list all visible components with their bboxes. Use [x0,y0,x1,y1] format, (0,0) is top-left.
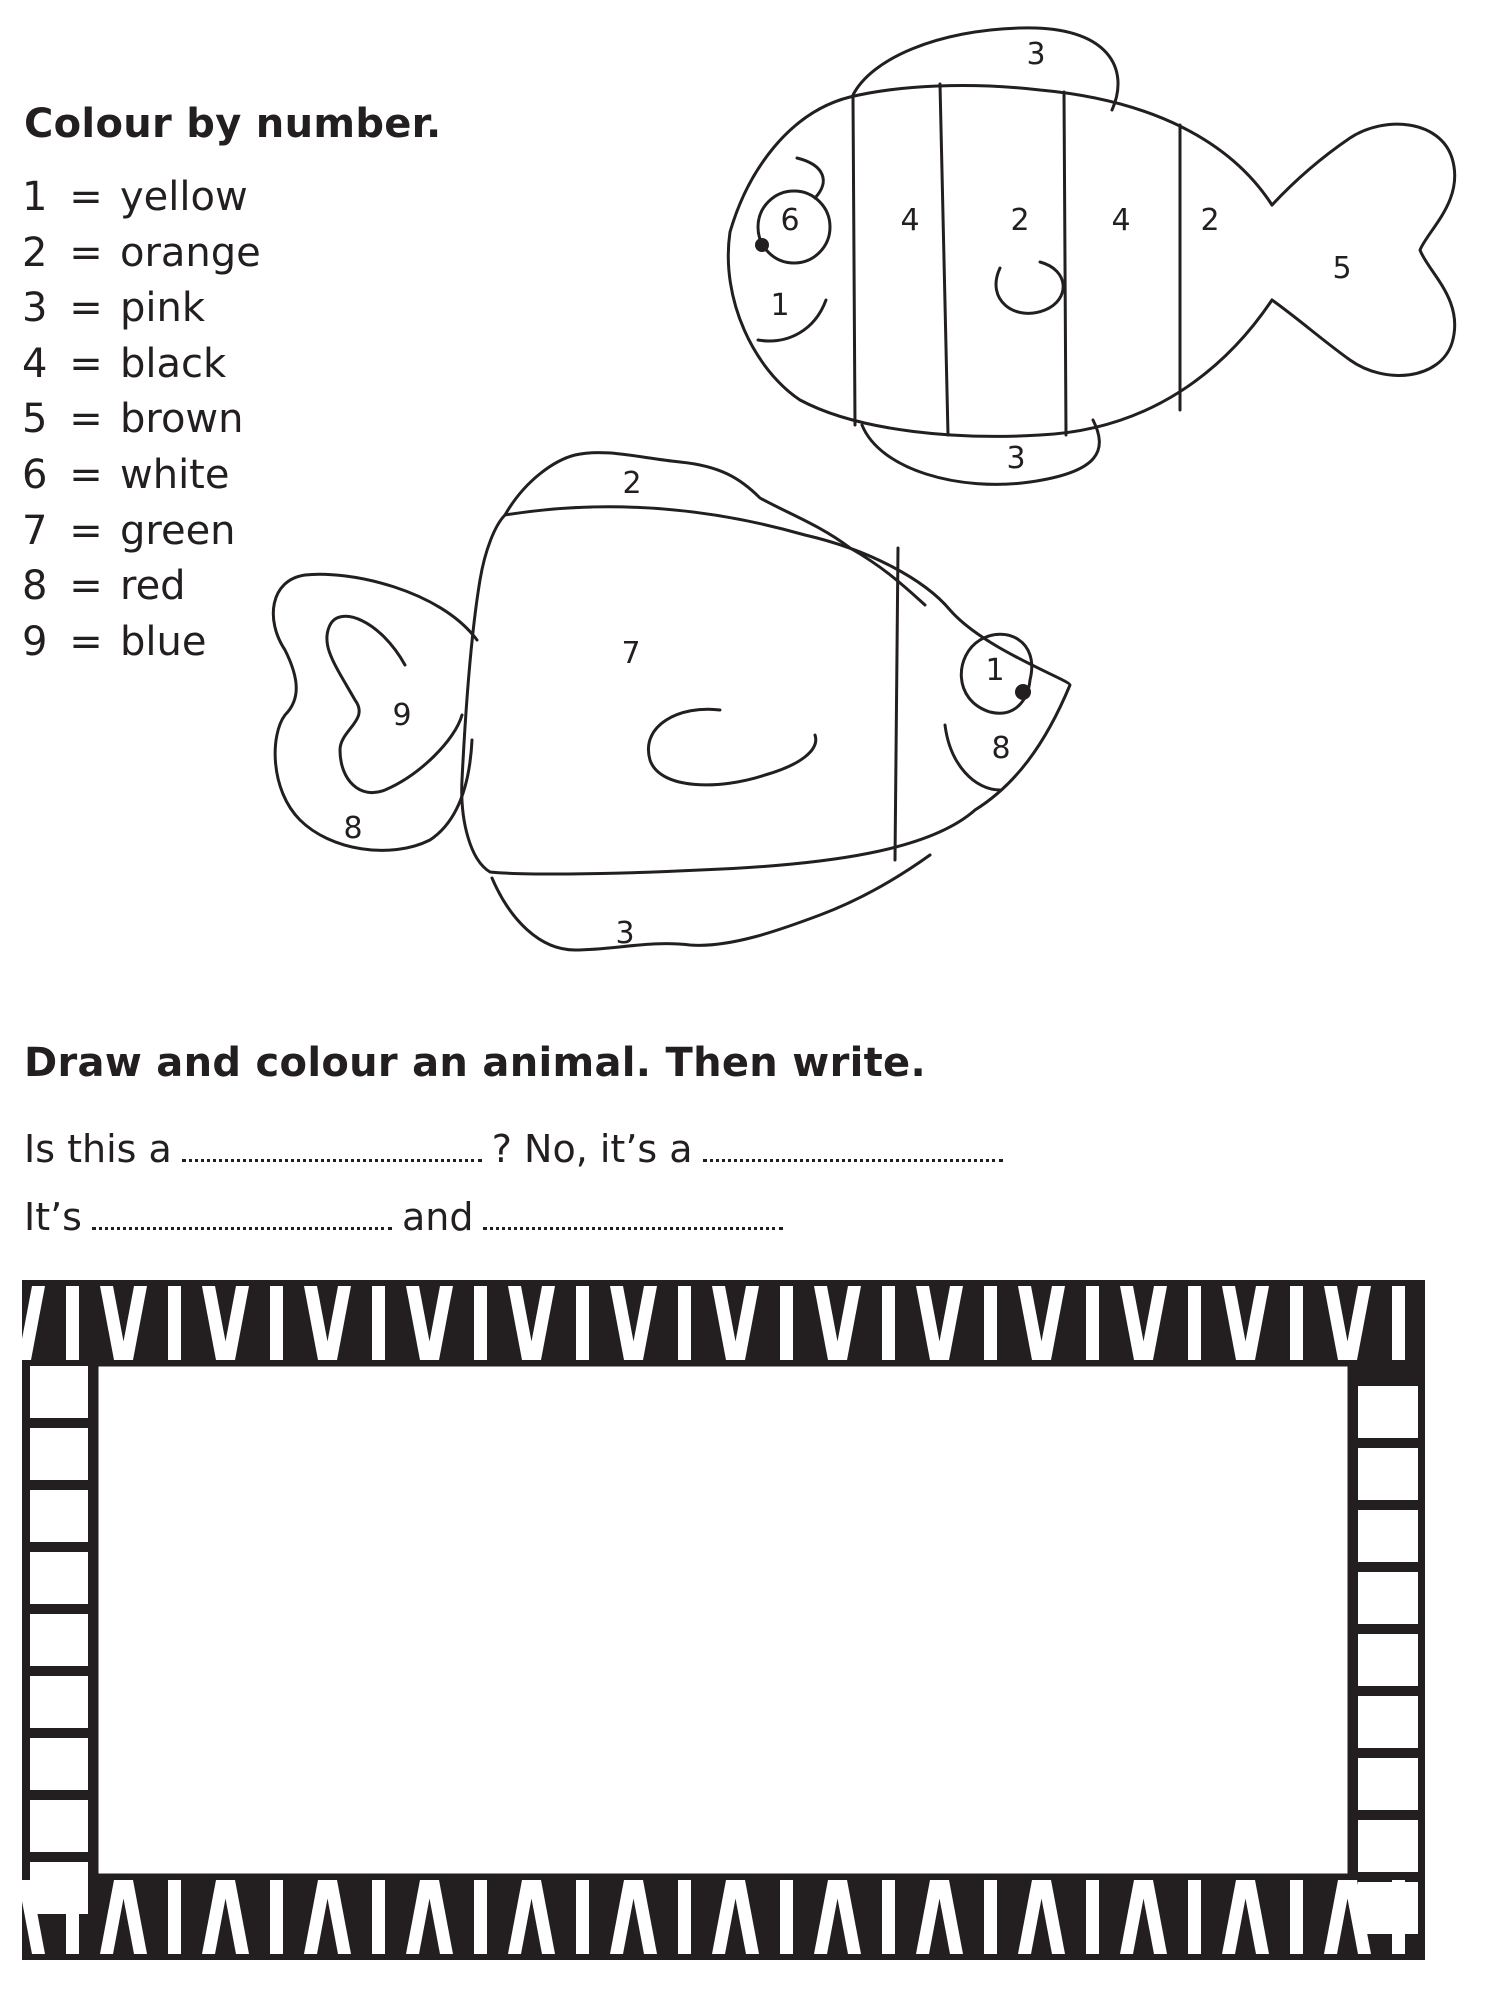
writing-line-two [24,1195,793,1239]
zebra-stripe-gap [270,1880,283,1954]
zebra-stripe-gap [474,1880,487,1954]
colour-key-item: 2 = orange [22,229,261,276]
writing-prompt-and: and [401,1195,474,1239]
zebra-stripe-gap [1086,1880,1099,1954]
writing-prompt-its: It’s [24,1195,82,1239]
giraffe-pattern-gap [30,1366,88,1418]
fish-one-label-stripe-b: 2 [1010,203,1030,238]
colour-key-item: 4 = black [22,340,227,387]
zebra-stripe-gap [474,1286,487,1360]
fish-two-gill-line [895,548,898,860]
zebra-stripe-gap [984,1880,997,1954]
giraffe-pattern-gap [30,1800,88,1852]
zebra-stripe-gap [66,1286,79,1360]
fish-one-label-stripe-a: 4 [900,203,920,238]
writing-prompt-is-this-a: Is this a [24,1127,172,1171]
giraffe-pattern-gap [1358,1758,1418,1810]
giraffe-pattern-gap [1358,1386,1418,1438]
zebra-stripe-gap [372,1286,385,1360]
fish-one-top-fin [852,28,1118,110]
zebra-stripe-gap [1290,1880,1303,1954]
fish-one-stripe-line [1064,92,1066,435]
zebra-stripe-gap [882,1286,895,1360]
fish-one-label-bottom-fin: 3 [1006,441,1026,476]
zebra-stripe-gap [168,1880,181,1954]
giraffe-pattern-gap [30,1676,88,1728]
fish-two-label-tail-outer: 8 [343,811,363,846]
heading-draw-and-colour: Draw and colour an animal. Then write. [24,1040,926,1086]
fish-one-label-face: 1 [770,288,790,323]
zebra-stripe-gap [168,1286,181,1360]
heading-colour-by-number: Colour by number. [24,101,442,147]
fish-two-pupil [1015,684,1031,700]
fish-one-label-top-fin: 3 [1026,37,1046,72]
fish-one-label-stripe-c: 4 [1111,203,1131,238]
giraffe-pattern-gap [1358,1572,1418,1624]
fish-one-label-tail: 5 [1332,251,1352,286]
giraffe-pattern-gap [30,1738,88,1790]
fish-two-mouth [648,709,815,785]
giraffe-pattern-gap [1358,1696,1418,1748]
zebra-stripe-gap [984,1286,997,1360]
zebra-stripe-gap [372,1880,385,1954]
fish-two-tail [273,574,477,850]
giraffe-pattern-gap [30,1552,88,1604]
fish-two-body-outline [462,507,1070,874]
zebra-stripe-gap [678,1286,691,1360]
fish-two-label-body: 7 [621,636,641,671]
giraffe-pattern-gap [1358,1882,1418,1934]
giraffe-pattern-left-border [30,1366,88,1914]
giraffe-pattern-right-border [1358,1386,1418,1934]
zebra-stripe-gap [882,1880,895,1954]
fish-two-label-tail-inner: 9 [392,698,412,733]
colour-key-item: 6 = white [22,451,230,498]
fish-two-label-bottom-fin: 3 [615,916,635,951]
giraffe-pattern-gap [1358,1448,1418,1500]
giraffe-pattern-gap [30,1614,88,1666]
zebra-stripe-gap [678,1880,691,1954]
colour-key-item: 3 = pink [22,285,206,332]
giraffe-pattern-gap [30,1862,88,1914]
zebra-stripe-gap [1188,1286,1201,1360]
blank-answer-line[interactable] [182,1159,482,1162]
zebra-stripe-gap [780,1880,793,1954]
giraffe-pattern-gap [1358,1634,1418,1686]
blank-answer-line[interactable] [703,1159,1003,1162]
writing-prompt-no-its-a: ? No, it’s a [491,1127,693,1171]
giraffe-pattern-gap [1358,1510,1418,1562]
fish-one-gill [996,262,1063,313]
giraffe-pattern-gap [30,1490,88,1542]
fish-one-tail [1272,124,1455,375]
fish-one-stripe-line [853,97,855,425]
zebra-stripe-gap [576,1880,589,1954]
fish-one-stripe-line [940,84,948,435]
animal-print-drawing-frame [22,1280,1425,1960]
giraffe-pattern-gap [1358,1820,1418,1872]
colour-key-item: 7 = green [22,507,236,554]
zebra-stripe-gap [576,1286,589,1360]
fish-two-top-fin [505,453,925,605]
colour-key-item: 1 = yellow [22,174,248,220]
fish-one-pupil [755,238,769,252]
fish-one-label-stripe-d: 2 [1200,203,1220,238]
zebra-stripe-gap [780,1286,793,1360]
fish-one-label-eye: 6 [780,203,800,238]
blank-answer-line[interactable] [92,1227,392,1230]
fish-one-mouth [758,300,826,341]
fish-two-label-top-fin: 2 [622,466,642,501]
zebra-stripe-gap [270,1286,283,1360]
zebra-stripe-gap [1086,1286,1099,1360]
blank-answer-line[interactable] [483,1227,783,1230]
colour-key-item: 8 = red [22,563,186,610]
fish-two-label-eye: 1 [985,653,1005,688]
zebra-stripe-gap [1290,1286,1303,1360]
giraffe-pattern-gap [30,1428,88,1480]
fish-two-label-face: 8 [991,731,1011,766]
zebra-stripe-gap [1392,1286,1405,1360]
colour-key-item: 9 = blue [22,618,207,665]
drawing-area[interactable] [97,1365,1349,1875]
writing-line-one [24,1127,1013,1171]
zebra-stripe-gap [1188,1880,1201,1954]
colour-key-item: 5 = brown [22,396,244,443]
